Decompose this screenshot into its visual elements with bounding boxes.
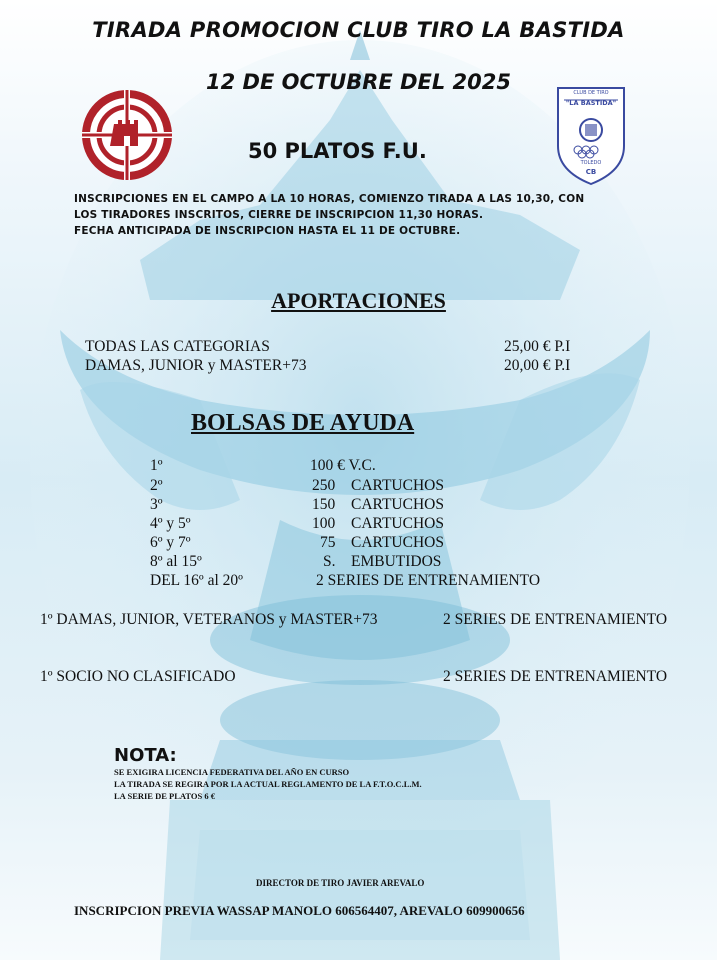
event-title: TIRADA PROMOCION CLUB TIRO LA BASTIDA	[92, 18, 625, 42]
bolsa-item: CARTUCHOS	[351, 515, 444, 532]
bolsa-item: CARTUCHOS	[351, 534, 444, 551]
aportacion-price-all: 25,00 € P.I	[504, 338, 571, 355]
special-prize-label: 1º SOCIO NO CLASIFICADO	[40, 668, 236, 685]
bolsas-heading: BOLSAS DE AYUDA	[191, 410, 415, 436]
crest-name-text: "LA BASTIDA"	[565, 99, 617, 107]
bolsa-item: CARTUCHOS	[351, 477, 444, 494]
aportaciones-heading: APORTACIONES	[271, 288, 446, 313]
bolsa-place: 6º y 7º	[150, 534, 191, 551]
bolsa-amount: 75	[320, 534, 336, 551]
club-crest-icon	[556, 86, 626, 186]
inscription-line-1: INSCRIPCIONES EN EL CAMPO A LA 10 HORAS, COMIENZO TIRADA A LAS 10,30, CON	[74, 193, 585, 205]
bolsa-place: 4º y 5º	[150, 515, 191, 532]
crest-top-text: CLUB DE TIRO	[573, 90, 609, 96]
bolsa-place: 3º	[150, 496, 163, 513]
bolsa-item: EMBUTIDOS	[351, 553, 442, 570]
special-prize-label: 1º DAMAS, JUNIOR, VETERANOS y MASTER+73	[40, 611, 378, 628]
director-line: DIRECTOR DE TIRO JAVIER AREVALO	[256, 878, 425, 888]
nota-line: SE EXIGIRA LICENCIA FEDERATIVA DEL AÑO EN CURSO	[114, 767, 350, 777]
bolsa-place: 8º al 15º	[150, 553, 202, 570]
bolsa-place: 2º	[150, 477, 163, 494]
special-prize-value: 2 SERIES DE ENTRENAMIENTO	[443, 611, 668, 628]
crest-city-text: TOLEDO	[580, 160, 602, 166]
nota-line: LA TIRADA SE REGIRA POR LA ACTUAL REGLAMENTO DE LA F.T.O.C.L.M.	[114, 779, 422, 789]
castle-target-emblem-icon	[82, 90, 172, 180]
special-prize-value: 2 SERIES DE ENTRENAMIENTO	[443, 668, 668, 685]
bolsa-amount: S.	[323, 553, 336, 570]
platos-subtitle: 50 PLATOS F.U.	[248, 139, 427, 163]
bolsa-amount: 150	[312, 496, 336, 513]
inscription-line-3: FECHA ANTICIPADA DE INSCRIPCION HASTA EL 11 DE OCTUBRE.	[74, 225, 461, 237]
event-date: 12 DE OCTUBRE DEL 2025	[205, 70, 511, 94]
inscription-contact-line: INSCRIPCION PREVIA WASSAP MANOLO 606564407, AREVALO 609900656	[74, 903, 525, 918]
aportacion-label-all: TODAS LAS CATEGORIAS	[85, 338, 270, 355]
nota-line: LA SERIE DE PLATOS 6 €	[114, 791, 216, 801]
bolsa-amount: 250	[312, 477, 336, 494]
bolsa-item: CARTUCHOS	[351, 496, 444, 513]
aportacion-label-damas: DAMAS, JUNIOR y MASTER+73	[85, 357, 307, 374]
bolsa-place: DEL 16º al 20º	[150, 572, 243, 589]
bolsa-amount: 100	[312, 515, 336, 532]
crest-letters-text: CB	[585, 168, 597, 176]
bolsa-amount: 2 SERIES DE ENTRENAMIENTO	[316, 572, 541, 589]
inscription-line-2: LOS TIRADORES INSCRITOS, CIERRE DE INSCRIPCION 11,30 HORAS.	[74, 209, 484, 221]
bolsa-amount: 100 € V.C.	[310, 457, 376, 474]
bolsa-place: 1º	[150, 457, 163, 474]
aportacion-price-damas: 20,00 € P.I	[504, 357, 571, 374]
nota-heading: NOTA:	[114, 745, 177, 766]
